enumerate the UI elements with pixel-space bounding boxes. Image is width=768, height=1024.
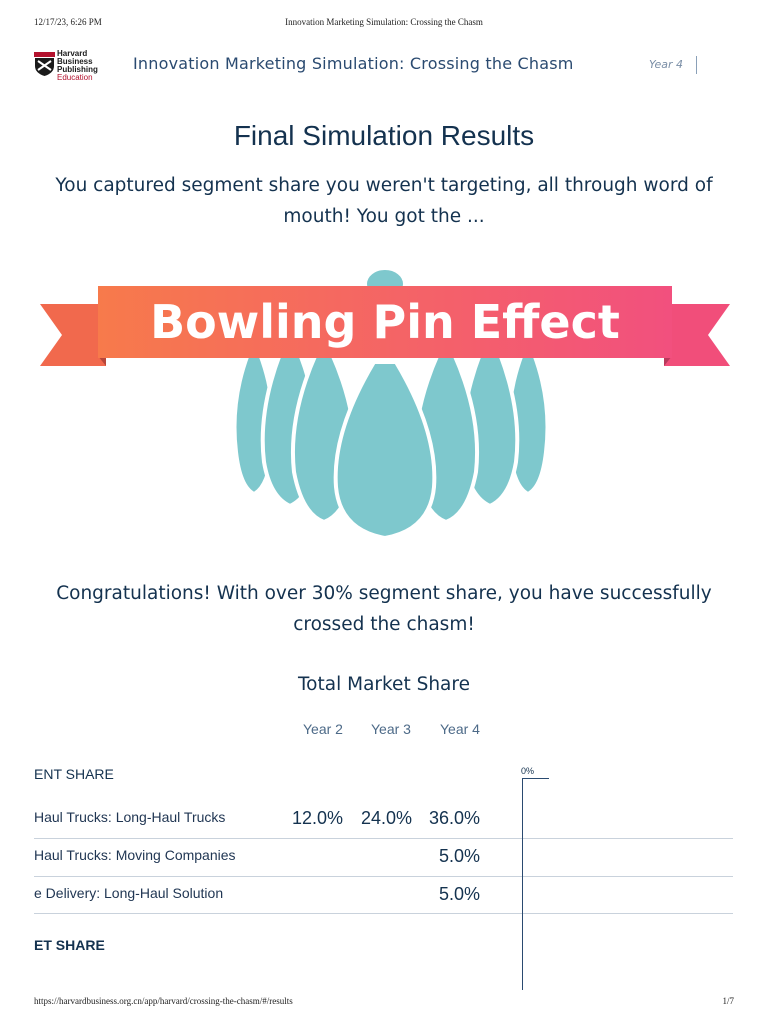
row-value: 5.0% (438, 884, 480, 904)
row-divider (34, 913, 733, 914)
print-url: https://harvardbusiness.org.cn/app/harvard/crossing-the-chasm/#/results (34, 996, 293, 1006)
congrats-message: Congratulations! With over 30% segment share, you have successfully crossed the chasm! (56, 583, 712, 635)
results-subtitle: You captured segment share you weren't targeting, all through word of mouth! You got the ... (55, 175, 713, 227)
banner-tail-right (664, 304, 730, 366)
row-label: e Delivery: Long-Haul Solution (34, 885, 224, 901)
print-header (0, 17, 768, 29)
results-title: Final Simulation Results (233, 120, 535, 151)
year-col-2: Year 2 (303, 721, 343, 737)
year-col-3: Year 3 (371, 721, 411, 737)
row-label: Haul Trucks: Moving Companies (34, 847, 236, 863)
market-share-label: ET SHARE (34, 937, 105, 953)
year-col-4: Year 4 (440, 721, 480, 737)
row-value: 5.0% (438, 846, 480, 866)
row-value: 12.0% (291, 808, 343, 828)
harvard-shield-icon (34, 52, 55, 76)
row-divider (34, 876, 733, 877)
segment-share-label: ENT SHARE (34, 766, 114, 782)
hbp-education-logo[interactable] (34, 50, 112, 84)
row-divider (34, 838, 733, 839)
row-value: 24.0% (360, 808, 412, 828)
print-footer (0, 996, 768, 1008)
year-indicator: Year 4 (649, 58, 684, 71)
bowling-pin-illustration (40, 262, 730, 542)
app-title: Innovation Marketing Simulation: Crossing the Chasm (133, 54, 574, 73)
logo-text: Harvard Business Publishing Education (57, 49, 98, 82)
chart-axis-label: 0% (521, 766, 535, 776)
row-value: 36.0% (428, 808, 480, 828)
market-share-title: Total Market Share (298, 674, 470, 695)
banner-text: Bowling Pin Effect (150, 295, 620, 349)
print-page-number: 1/7 (722, 996, 734, 1006)
print-datetime: 12/17/23, 6:26 PM (34, 17, 102, 27)
print-title: Innovation Marketing Simulation: Crossing the Chasm (285, 17, 483, 27)
banner-tail-left (40, 304, 106, 366)
chart-tick (522, 778, 549, 779)
chart-axis (522, 778, 523, 990)
header-divider (696, 56, 697, 74)
row-label: Haul Trucks: Long-Haul Trucks (34, 809, 226, 825)
app-header (0, 46, 768, 86)
